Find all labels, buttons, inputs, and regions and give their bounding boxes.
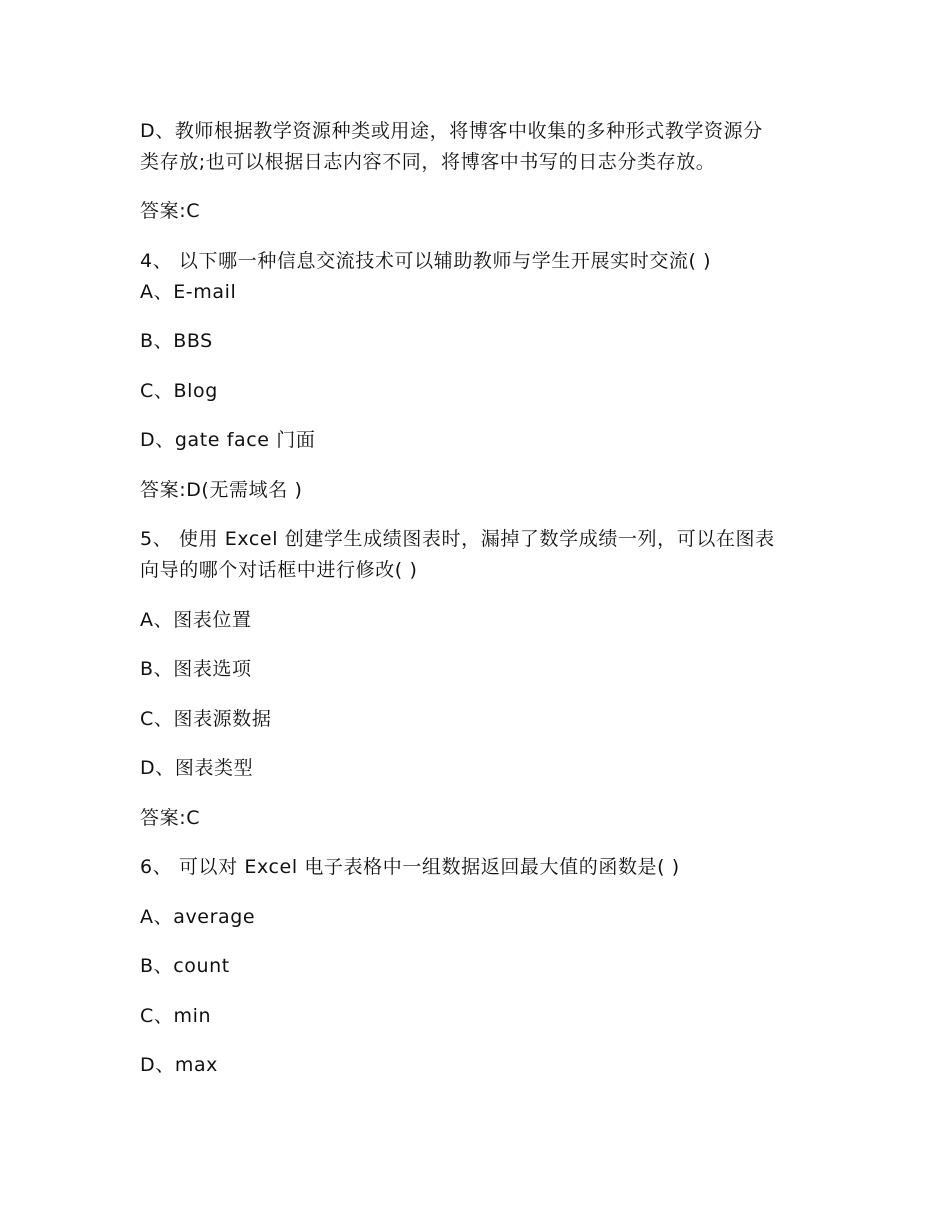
question-line-q5-part1: 5、 使用 Excel 创建学生成绩图表时，漏掉了数学成绩一列，可以在图表 — [140, 528, 775, 550]
question-line-q5-part2: 向导的哪个对话框中进行修改( ) — [140, 559, 418, 581]
option-line-q6-a: A、average — [140, 906, 256, 928]
option-line-q3-d-part1: D、教师根据教学资源种类或用途，将博客中收集的多种形式教学资源分 — [140, 120, 763, 142]
question-line-q6: 6、 可以对 Excel 电子表格中一组数据返回最大值的函数是( ) — [140, 856, 680, 878]
answer-line-q3: 答案:C — [140, 200, 201, 222]
option-line-q3-d-part2: 类存放;也可以根据日志内容不同，将博客中书写的日志分类存放。 — [140, 151, 716, 173]
option-line-q6-c: C、min — [140, 1005, 212, 1027]
answer-line-q4: 答案:D(无需域名 ) — [140, 479, 303, 501]
option-line-q4-a: A、E-mail — [140, 281, 237, 303]
option-line-q5-a: A、图表位置 — [140, 609, 252, 631]
option-line-q5-d: D、图表类型 — [140, 757, 254, 779]
question-line-q4: 4、 以下哪一种信息交流技术可以辅助教师与学生开展实时交流( ) — [140, 250, 712, 272]
option-line-q5-b: B、图表选项 — [140, 658, 252, 680]
option-line-q4-c: C、Blog — [140, 380, 218, 402]
option-line-q6-b: B、count — [140, 955, 230, 977]
option-line-q4-b: B、BBS — [140, 330, 213, 352]
option-line-q4-d: D、gate face 门面 — [140, 429, 316, 451]
option-line-q6-d: D、max — [140, 1054, 219, 1076]
answer-line-q5: 答案:C — [140, 807, 201, 829]
option-line-q5-c: C、图表源数据 — [140, 708, 272, 730]
